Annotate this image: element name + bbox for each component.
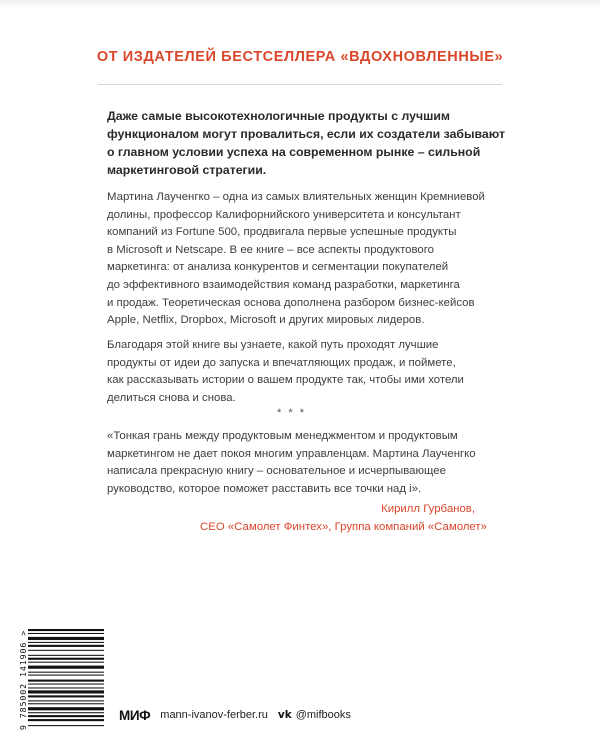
barcode-bar <box>28 662 104 663</box>
lead-paragraph <box>107 107 505 179</box>
paragraph-line: делиться снова и снова. <box>107 391 236 404</box>
barcode-bar <box>28 650 104 651</box>
quote-attribution <box>200 500 487 536</box>
barcode-bar <box>28 700 104 701</box>
paragraph-line: Apple, Netflix, Dropbox, Microsoft и других мировых лидеров. <box>107 314 425 327</box>
barcode-bar <box>28 707 104 710</box>
vk-icon: vk <box>277 709 292 721</box>
publisher-footer <box>119 705 351 725</box>
lead-line: маркетинговой стратегии. <box>107 163 267 177</box>
paragraph-line: Мартина Лаученгко – одна из самых влиятельных женщин Кремниевой <box>107 191 485 203</box>
paragraph-line: долины, профессор Калифорнийского университета и консультант <box>107 208 461 221</box>
paragraph-line: в Microsoft и Netscape. В ее книге – все аспекты продуктового <box>107 243 434 256</box>
barcode-bar <box>28 715 104 717</box>
paragraph-line: до эффективного взаимодействия команд разработки, маркетинга <box>107 278 460 291</box>
lead-line: Даже самые высокотехнологичные продукты с лучшим <box>107 109 451 123</box>
barcode-bar <box>28 680 104 682</box>
paragraph-line: продукты от идеи до запуска и впечатляющих продаж, и поймете, <box>107 356 456 369</box>
top-edge-shadow <box>0 0 600 8</box>
paragraph-line: и продаж. Теоретическая основа дополнена разбором бизнес-кейсов <box>107 296 475 309</box>
barcode-bar <box>28 712 104 713</box>
paragraph-line: как рассказывать истории о вашем продукте так, чтобы ими хотели <box>107 374 464 387</box>
barcode-bar <box>28 629 104 631</box>
barcode-bar <box>28 642 104 643</box>
barcode-bar <box>28 633 104 634</box>
quote-line: написала прекрасную книгу – основательное и исчерпывающее <box>107 465 446 478</box>
barcode-bar <box>28 684 104 685</box>
barcode-bar <box>28 666 104 669</box>
section-separator: * * * <box>277 407 306 419</box>
barcode-bar <box>28 687 104 688</box>
quote-line: маркетингом не дает покоя многим управленцам. Мартина Лаученгко <box>107 447 476 460</box>
barcode-bar <box>28 645 104 647</box>
attribution-position: CEO «Самолет Финтех», Группа компаний «Самолет» <box>200 521 487 533</box>
barcode-bar <box>28 703 104 704</box>
attribution-name: Кирилл Гурбанов, <box>381 503 475 515</box>
barcode-bar <box>28 655 104 656</box>
paragraph-line: компаний из Fortune 500, продвигала первые успешные продукты <box>107 226 457 239</box>
quote-line: «Тонкая грань между продуктовым менеджментом и продуктовым <box>107 430 458 442</box>
barcode-bar <box>28 695 104 697</box>
isbn-barcode <box>12 627 108 735</box>
quote-line: руководство, которое поможет расставить все точки над i». <box>107 482 422 495</box>
barcode-bar <box>28 637 104 640</box>
publisher-logo: МИФ <box>119 707 151 723</box>
barcode-bar <box>28 658 104 660</box>
barcode-bar <box>28 719 104 721</box>
paragraph-line: Благодаря этой книге вы узнаете, какой путь проходят лучшие <box>107 339 439 351</box>
barcode-bar <box>28 672 104 673</box>
paragraph-line: маркетинга: от анализа конкурентов и сегментации покупателей <box>107 261 449 274</box>
header-divider <box>98 84 502 85</box>
lead-line: функционалом могут провалиться, если их создатели забывают <box>107 127 505 141</box>
benefits-paragraph <box>107 337 487 407</box>
barcode-bar <box>28 725 104 726</box>
barcode-bar <box>28 675 104 676</box>
author-paragraph <box>107 189 487 330</box>
isbn-number: 9 785002 141906 > <box>18 629 28 731</box>
testimonial-quote <box>107 428 487 498</box>
social-handle[interactable]: @mifbooks <box>295 709 351 721</box>
lead-line: о главном условии успеха на современном рынке – сильной <box>107 145 481 159</box>
page-header: ОТ ИЗДАТЕЛЕЙ БЕСТСЕЛЛЕРА «ВДОХНОВЛЕННЫЕ» <box>96 49 504 65</box>
barcode-background <box>26 627 106 735</box>
barcode-bars <box>26 627 106 735</box>
barcode-bar <box>28 690 104 693</box>
website-link[interactable]: mann-ivanov-ferber.ru <box>160 709 268 721</box>
